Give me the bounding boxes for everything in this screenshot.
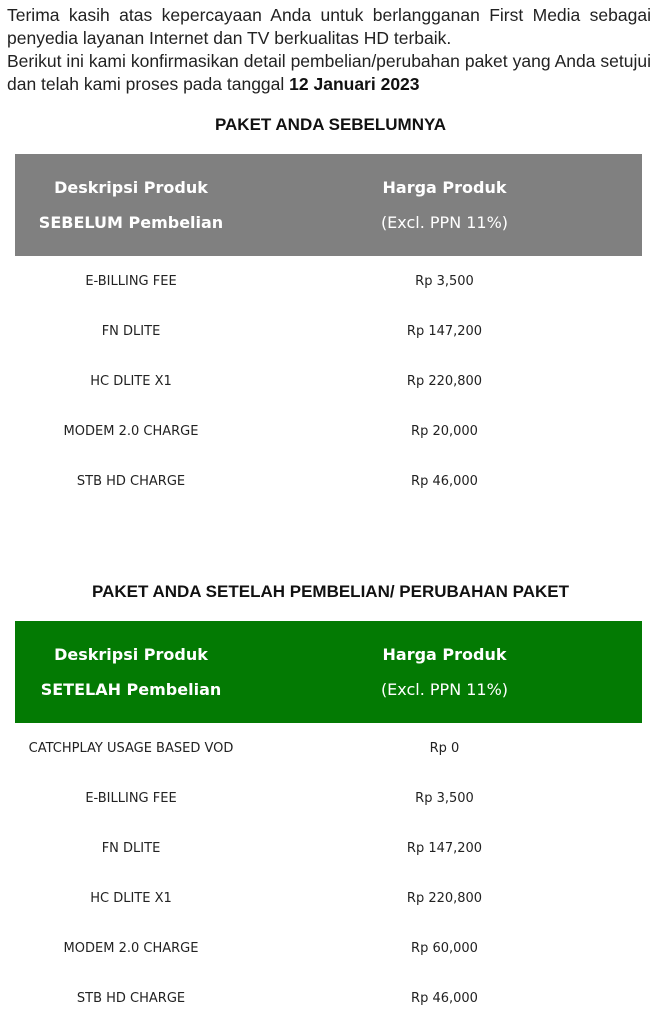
table-before — [15, 154, 642, 506]
intro-paragraph-confirmation — [7, 50, 651, 96]
table-before-body — [15, 256, 642, 506]
table-row — [15, 773, 642, 823]
table-row — [15, 356, 642, 406]
header-desc-sublabel: SETELAH Pembelian — [40, 680, 222, 699]
header-price-sublabel: (Excl. PPN 11%) — [380, 213, 509, 232]
header-desc-column — [15, 621, 247, 723]
product-name: E-BILLING FEE — [85, 790, 177, 806]
product-price: Rp 3,500 — [415, 790, 474, 806]
header-price-label: Harga Produk — [382, 178, 507, 197]
table-before-header — [15, 154, 642, 256]
header-price-column — [247, 154, 642, 256]
confirmation-text: Berikut ini kami konfirmasikan detail pembelian/perubahan paket yang Anda setujui dan telah kami proses pada tanggal — [7, 51, 651, 94]
section-title-after: PAKET ANDA SETELAH PEMBELIAN/ PERUBAHAN PAKET — [92, 582, 569, 601]
table-row — [15, 406, 642, 456]
intro-paragraph-thanks: Terima kasih atas kepercayaan Anda untuk berlangganan First Media sebagai penyedia layanan Internet dan TV berkualitas HD terbaik. — [7, 5, 651, 48]
header-price-column — [247, 621, 642, 723]
header-price-sublabel: (Excl. PPN 11%) — [380, 680, 509, 699]
product-name: STB HD CHARGE — [76, 990, 186, 1006]
table-row — [15, 873, 642, 923]
table-row — [15, 256, 642, 306]
table-after-body — [15, 723, 642, 1023]
product-price: Rp 60,000 — [411, 940, 478, 956]
product-price: Rp 220,800 — [406, 373, 483, 389]
product-name: MODEM 2.0 CHARGE — [63, 940, 199, 956]
header-price-label: Harga Produk — [382, 645, 507, 664]
product-price: Rp 20,000 — [411, 423, 478, 439]
product-name: FN DLITE — [101, 323, 161, 339]
product-price: Rp 147,200 — [406, 840, 483, 856]
product-price: Rp 46,000 — [411, 473, 478, 489]
table-row — [15, 723, 642, 773]
header-desc-label: Deskripsi Produk — [54, 645, 208, 664]
product-name: CATCHPLAY USAGE BASED VOD — [28, 740, 234, 756]
product-name: HC DLITE X1 — [90, 373, 172, 389]
product-name: FN DLITE — [101, 840, 161, 856]
product-price: Rp 0 — [429, 740, 460, 756]
process-date: 12 Januari 2023 — [289, 74, 420, 94]
product-price: Rp 46,000 — [411, 990, 478, 1006]
header-desc-sublabel: SEBELUM Pembelian — [38, 213, 224, 232]
product-name: E-BILLING FEE — [85, 273, 177, 289]
table-row — [15, 456, 642, 506]
table-row — [15, 306, 642, 356]
product-price: Rp 147,200 — [406, 323, 483, 339]
product-price: Rp 220,800 — [406, 890, 483, 906]
header-desc-column — [15, 154, 247, 256]
table-row — [15, 973, 642, 1023]
product-name: HC DLITE X1 — [90, 890, 172, 906]
intro-text — [7, 4, 651, 96]
table-row — [15, 923, 642, 973]
product-name: STB HD CHARGE — [76, 473, 186, 489]
section-title-before: PAKET ANDA SEBELUMNYA — [214, 115, 447, 134]
table-after-header — [15, 621, 642, 723]
product-price: Rp 3,500 — [415, 273, 474, 289]
product-name: MODEM 2.0 CHARGE — [63, 423, 199, 439]
table-after — [15, 621, 642, 1023]
header-desc-label: Deskripsi Produk — [54, 178, 208, 197]
table-row — [15, 823, 642, 873]
